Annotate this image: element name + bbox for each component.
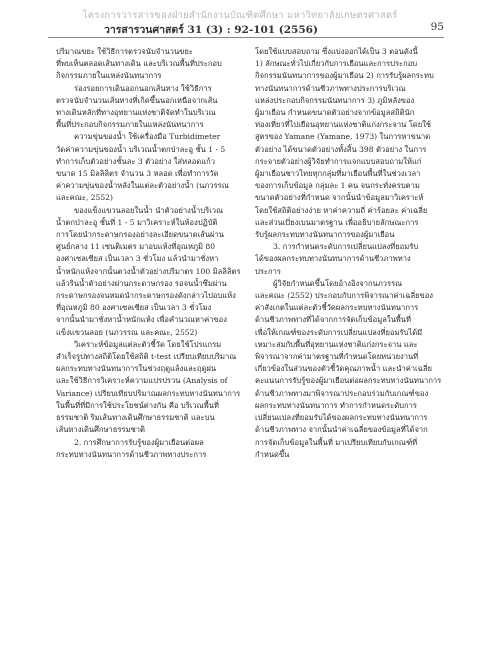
text-line: ด้านชีวภาพทาง จากนั้นนำค่าเฉลี่ยของข้อมูลที่ได้จาก bbox=[255, 425, 428, 435]
text-line: การจัดเก็บข้อมูลในพื้นที่ มาเปรียบเทียบกับเกณฑ์ที่ bbox=[255, 437, 418, 447]
text-line: วัดค่าความขุ่นของน้ำ บริเวณน้ำตกป่าละอู ชั้น 1 - 5 bbox=[56, 144, 226, 154]
text-line: ในพื้นที่ที่มีการใช้ประโยชน์ต่างกัน คือ บริเวณพื้นที่ bbox=[56, 400, 219, 410]
text-line: ทำการเก็บตัวอย่างชั้นละ 3 ตัวอย่าง ใส่หลอดแก้ว bbox=[56, 156, 215, 166]
text-line: รับรู้ผลกระทบทางนันทนาการของผู้มาเยือน bbox=[255, 230, 395, 240]
text-line: ค่าความขุ่นของน้ำหลังในแต่ละตัวอย่างน้ำ (นภวรรณ bbox=[56, 181, 229, 191]
text-line: ขนาดตัวอย่างที่กำหนด จากนั้นนำข้อมูลมาวิเคราะห์ bbox=[255, 193, 424, 203]
text-line: แหล่งประกอบกิจกรรมนันทนาการ 3) ภูมิหลังของ bbox=[255, 95, 415, 105]
text-line: เกี่ยวข้องในส่วนของตัวชี้วัดคุณภาพน้ำ และนำค่าเฉลี่ย bbox=[255, 364, 432, 374]
text-line: ท่องเที่ยวที่ไปเยือนอุทยานแห่งชาติแก่งกระจาน โดยใช้ bbox=[255, 120, 432, 130]
text-line: โดยใช้แบบสอบถาม ซึ่งแบ่งออกได้เป็น 3 ตอนดังนี้ bbox=[255, 47, 418, 56]
text-line: พิจารณาจากค่ามาตรฐานที่กำหนดโดยหน่วยงานที่ bbox=[255, 352, 419, 362]
text-line: พื้นที่ประกอบกิจกรรมภายในแหล่งนันทนาการ bbox=[56, 120, 204, 130]
running-header bbox=[104, 21, 444, 38]
text-line: Variance) เปรียบเทียบปริมาณผลกระทบทางนันทนาการ bbox=[56, 388, 241, 398]
text-line: และคณะ (2552) ประกอบกับการพิจารณาค่าเฉลี่ยของ bbox=[255, 291, 434, 301]
text-line: และส่วนเบี่ยงเบนมาตรฐาน เพื่ออธิบายลักษณะการ bbox=[255, 217, 419, 227]
text-line: โดยใช้สถิติอย่างง่าย หาค่าความถี่ ค่าร้อยละ ค่าเฉลี่ย bbox=[255, 205, 428, 215]
text-line: และคณะ, 2552) bbox=[56, 193, 113, 203]
text-line: แข็งแขวนลอย (นภวรรณ และคณะ, 2552) bbox=[56, 327, 198, 337]
text-line: การโดยนำกระดาษกรองอย่างละเอียดขนาดเส้นผ่าน bbox=[56, 230, 224, 240]
text-line: จากนั้นนำมาชั่งหาน้ำหนักแห้ง เพื่อคำนวณหาค่าของ bbox=[56, 315, 227, 325]
text-line: ของแข็งแขวนลอยในน้ำ นำตัวอย่างน้ำบริเวณ bbox=[74, 205, 224, 215]
text-line: กระทบทางนันทนาการด้านชีวภาพทางประการ bbox=[56, 449, 207, 459]
text-line: กระจายตัวอย่างผู้วิจัยทำการแจกแบบสอบถามให้แก่ bbox=[255, 156, 422, 166]
text-line: ร่องรอยการเดินออกนอกเส้นทาง ใช้วิธีการ bbox=[74, 83, 212, 93]
text-line: กิจกรรมนันทนาการของผู้มาเยือน 2) การรับรู้ผลกระทบ bbox=[255, 71, 434, 81]
header-rule bbox=[48, 37, 444, 38]
text-line: ของการเก็บข้อมูล กลุ่มละ 1 คน จนกระทั่งครบตาม bbox=[255, 181, 420, 191]
text-line: ด้านชีวภาพทางมาพิจารณาประกอบร่วมกับเกณฑ์ของ bbox=[255, 388, 429, 398]
text-line: ความขุ่นของน้ำ ใช้เครื่องมือ Turbidimeter bbox=[74, 132, 221, 142]
text-line: ที่พบเห็นตลอดเส้นทางเดิน และบริเวณพื้นที่ประกอบ bbox=[56, 59, 222, 69]
right-column bbox=[255, 46, 442, 461]
text-line: วิเคราะห์ข้อมูลแต่ละตัวชี้วัด โดยใช้โปรแกรม bbox=[74, 339, 222, 349]
text-line: ศูนย์กลาง 11 เซนติเมตร มาอบแห้งที่อุณหภูมิ 80 bbox=[56, 242, 216, 252]
text-line: ขนาด 15 มิลลิลิตร จำนวน 3 หลอด เพื่อทำการวัด bbox=[56, 169, 219, 179]
text-line: ตรวจนับจำนวนเส้นทางที่เกิดขึ้นนอกเหนือจากเส้น bbox=[56, 95, 218, 105]
text-line: น้ำตกป่าละอู ชั้นที่ 1 - 5 มาวิเคราะห์ในห้องปฏิบัติ bbox=[56, 217, 218, 227]
text-line: เส้นทางเดินศึกษาธรรมชาติ bbox=[56, 425, 145, 435]
text-line: สำเร็จรูปทางสถิติโดยใช้สถิติ t-test เปรียบเทียบปริมาณ bbox=[56, 352, 237, 362]
text-line: 3. การกำหนดระดับการเปลี่ยนแปลงที่ยอมรับ bbox=[273, 242, 419, 252]
text-line: 1) ลักษณะทั่วไปเกี่ยวกับการเยือนและการประกอบ bbox=[255, 59, 418, 69]
text-line: และใช้วิธีการวิเคราะห์ความแปรปรวน (Analysis of bbox=[56, 376, 228, 386]
text-line: ผู้มาเยือน กำหนดขนาดตัวอย่างจากข้อมูลสถิตินัก bbox=[255, 108, 415, 118]
text-line: 2. การศึกษาการรับรู้ของผู้มาเยือนต่อผล bbox=[74, 437, 204, 447]
text-line: ตัวอย่าง ได้ขนาดตัวอย่างทั้งสิ้น 398 ตัวอย่าง ในการ bbox=[255, 144, 427, 154]
text-line: องศาเซลเซียส เป็นเวลา 3 ชั่วโมง แล้วนำมาชั่งหา bbox=[56, 254, 219, 264]
text-line: เพื่อให้เกณฑ์ของระดับการเปลี่ยนแปลงที่ยอมรับได้มี bbox=[255, 327, 423, 337]
journal-citation: วารสารวนศาสตร์ 31 (3) : 92-101 (2556) bbox=[104, 24, 318, 36]
text-line: ผลกระทบทางนันทนาการในช่วงฤดูแล้งและฤดูฝน bbox=[56, 364, 217, 374]
text-line: เปลี่ยนแปลงที่ยอมรับได้ของผลกระทบทางนันทนาการ bbox=[255, 413, 428, 423]
text-line: กิจกรรมภายในแหล่งนันทนาการ bbox=[56, 71, 162, 81]
text-line: เหมาะสมกับพื้นที่อุทยานแห่งชาติแก่งกระจาน และ bbox=[255, 339, 418, 349]
text-line: ทางนันทนาการด้านชีวภาพทางประการบริเวณ bbox=[255, 83, 406, 93]
text-line: ธรรมชาติ ริมเส้นทางเดินศึกษาธรรมชาติ และบน bbox=[56, 413, 215, 423]
text-line: ประการ bbox=[255, 266, 281, 276]
text-line: ได้ของผลกระทบทางนันทนาการด้านชีวภาพทาง bbox=[255, 254, 411, 264]
text-line: สูตรของ Yamane (Yamane, 1973) ในการหาขนาด bbox=[255, 132, 431, 142]
text-line: ผลกระทบทางนันทนาการ ทำการกำหนดระดับการ bbox=[255, 400, 417, 410]
text-line: น้ำหนักแห้งจากนั้นตวงน้ำตัวอย่างปริมาตร 100 มิลลิลิตร bbox=[56, 266, 241, 276]
text-line: คะแนนการรับรู้ของผู้มาเยือนต่อผลกระทบทางนันทนาการ bbox=[255, 376, 442, 386]
text-line: ผู้มาเยือนชาวไทยทุกกลุ่มที่มาเยือนพื้นที่ในช่วงเวลา bbox=[255, 169, 421, 179]
text-line: ผู้วิจัยกำหนดขึ้นโดยอ้างอิงจากนภวรรณ bbox=[273, 278, 403, 288]
watermark-text: โครงการวารสารของฝ่ายสำนักงานบัณฑิตศึกษา มหาวิทยาลัยเกษตรศาสตร์ bbox=[82, 10, 398, 21]
text-line: แล้วรินน้ำตัวอย่างผ่านกระดาษกรอง รอจนน้ำซึมผ่าน bbox=[56, 278, 227, 288]
text-line: กระดาษกรองจนหมดนำกระดาษกรองดังกล่าวไปอบแห้ง bbox=[56, 291, 236, 301]
text-line: ด้านชีวภาพทางที่ได้จากการจัดเก็บข้อมูลในพื้นที่ bbox=[255, 315, 411, 325]
text-line: ทางเดินหลักที่ทางอุทยานแห่งชาติจัดทำในบริเวณ bbox=[56, 108, 216, 118]
text-line: ค่าสังเกตในแต่ละตัวชี้วัดผลกระทบทางนันทนาการ bbox=[255, 303, 419, 313]
text-line: กำหนดขึ้น bbox=[255, 449, 290, 459]
text-line: ปริมาณขยะ ใช้วิธีการตรวจนับจำนวนขยะ bbox=[56, 47, 193, 56]
left-column bbox=[56, 46, 243, 461]
page-number: 95 bbox=[430, 21, 444, 33]
text-line: ที่อุณหภูมิ 80 องศาเซลเซียส เป็นเวลา 3 ชั่วโมง bbox=[56, 303, 212, 313]
